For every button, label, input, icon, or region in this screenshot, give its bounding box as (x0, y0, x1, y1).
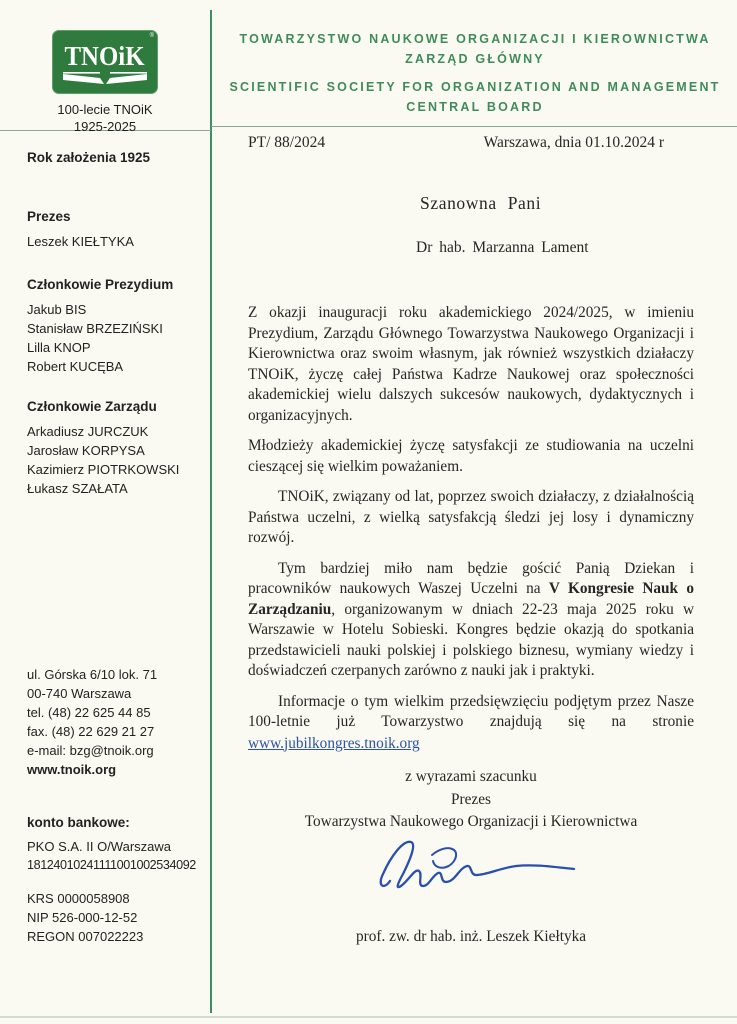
krs-number: KRS 0000058908 (27, 891, 130, 906)
closing-block (248, 766, 694, 834)
org-name-pl-line1: TOWARZYSTWO NAUKOWE ORGANIZACJI I KIEROWNICTWA (239, 32, 711, 46)
reference-row (248, 133, 694, 154)
bank-block (27, 837, 207, 875)
address-street: ul. Górska 6/10 lok. 71 (27, 667, 158, 682)
letterhead (222, 33, 728, 114)
board-member: Arkadiusz JURCZUK (27, 424, 149, 439)
president-name: Leszek KIEŁTYKA (27, 234, 134, 249)
letter-paragraphs (248, 303, 694, 948)
paragraph-congress (248, 559, 694, 682)
board-member: Łukasz SZAŁATA (27, 481, 128, 496)
paragraph-info: Informacje o tym wielkim przedsięwzięciu podjętym przez Nasze 100-letnie już Towarzystwo znajdują się na stronie (248, 692, 694, 730)
recipient-name: Dr hab. Marzanna Lament (416, 239, 589, 256)
bank-label: konto bankowe: (27, 815, 130, 830)
presidium-member: Jakub BIS (27, 302, 87, 317)
org-name-en-line2: CENTRAL BOARD (406, 100, 544, 114)
congress-name-bold: V Kongresie Nauk o Zarządzaniu (248, 580, 694, 618)
fax-line: fax. (48) 22 629 21 27 (27, 724, 155, 739)
footer-divider (0, 1016, 737, 1018)
founded-year: Rok założenia 1925 (27, 150, 151, 165)
closing-respect: z wyrazami szacunku (405, 768, 537, 785)
tnoik-logo (52, 30, 158, 94)
org-name-en-line1: SCIENTIFIC SOCIETY FOR ORGANIZATION AND MANAGEMENT (229, 80, 721, 94)
board-label: Członkowie Zarządu (27, 399, 157, 414)
org-website: www.tnoik.org (27, 762, 117, 777)
board-member: Jarosław KORPYSA (27, 443, 145, 458)
president-label: Prezes (27, 209, 71, 224)
board-member: Kazimierz PIOTRKOWSKI (27, 462, 180, 477)
bank-name: PKO S.A. II O/Warszawa (27, 839, 171, 854)
congress-website-link[interactable]: www.jubilkongres.tnoik.org (248, 734, 420, 752)
paragraph-greetings: Z okazji inauguracji roku akademickiego 2024/2025, w imieniu Prezydium, Zarządu Głównego Towarzystwa Naukowego Organizacji i Kierownictwa oraz swoim własnym, jak również wszystkich działaczy TNOiK, życzę całej Państwa Kadrze Naukowej oraz społeczności akademickiej wielu dalszych sukcesów naukowych, dydaktycznych i organizacyjnych. (248, 304, 694, 424)
signature-row (248, 835, 694, 904)
congress-text-before: Tym bardziej miło nam będzie gościć Panią Dziekan i pracowników naukowych Waszej Uczelni na (248, 559, 694, 597)
nip-number: NIP 526-000-12-52 (27, 910, 138, 925)
closing-organization: Towarzystwa Naukowego Organizacji i Kierownictwa (304, 813, 638, 830)
centenary-line2: 1925-2025 (73, 119, 137, 134)
header-divider-right (211, 126, 737, 127)
org-name-pl-line2: ZARZĄD GŁÓWNY (405, 52, 545, 66)
logo-acronym: TNOiK (64, 40, 146, 71)
paragraph-tnoik: TNOiK, związany od lat, poprzez swoich działaczy, z działalnością Państwa uczelni, z wielką satysfakcją śledzi jej losy i dynamiczny rozwój. (248, 488, 694, 546)
centenary-line1: 100-lecie TNOiK (57, 102, 153, 117)
address-block (27, 665, 207, 779)
salutation: Szanowna Pani (420, 193, 542, 213)
reference-number: PT/ 88/2024 (248, 134, 326, 151)
bank-account-number: 18124010241111001002534092 (27, 858, 196, 872)
presidium-member: Robert KUCĘBA (27, 359, 124, 374)
sidebar (27, 148, 207, 946)
phone-line: tel. (48) 22 625 44 85 (27, 705, 151, 720)
congress-text-after: , organizowanym w dniach 22-23 maja 2025 roku w Warszawie w Hotelu Sobieski. Kongres będzie okazją do spotkania przedstawicieli nauki polskiej i polskiego biznesu, wymiany wiedzy i doświadczeń czerpanych zarówno z nauki jak i praktyki. (248, 600, 694, 679)
letter-body (248, 133, 694, 945)
presidium-list (27, 300, 207, 376)
paragraph-students: Młodzieży akademickiej życzę satysfakcji ze studiowania na uczelni cieszącej się wielkim poważaniem. (248, 437, 694, 475)
presidium-member: Lilla KNOP (27, 340, 91, 355)
signatory-name: prof. zw. dr hab. inż. Leszek Kiełtyka (355, 928, 587, 945)
regon-number: REGON 007022223 (27, 929, 144, 944)
place-and-date: Warszawa, dnia 01.10.2024 r (483, 134, 664, 151)
address-city: 00-740 Warszawa (27, 686, 132, 701)
presidium-member: Stanisław BRZEZIŃSKI (27, 321, 163, 336)
presidium-label: Członkowie Prezydium (27, 277, 174, 292)
logo-block (46, 30, 164, 135)
registered-mark: ® (149, 33, 154, 39)
board-list (27, 422, 207, 498)
email-line: e-mail: bzg@tnoik.org (27, 743, 154, 758)
registry-ids (27, 889, 207, 946)
handwritten-signature (374, 835, 584, 897)
open-book-icon (61, 72, 149, 85)
closing-title: Prezes (451, 790, 491, 808)
vertical-divider (210, 10, 212, 1013)
